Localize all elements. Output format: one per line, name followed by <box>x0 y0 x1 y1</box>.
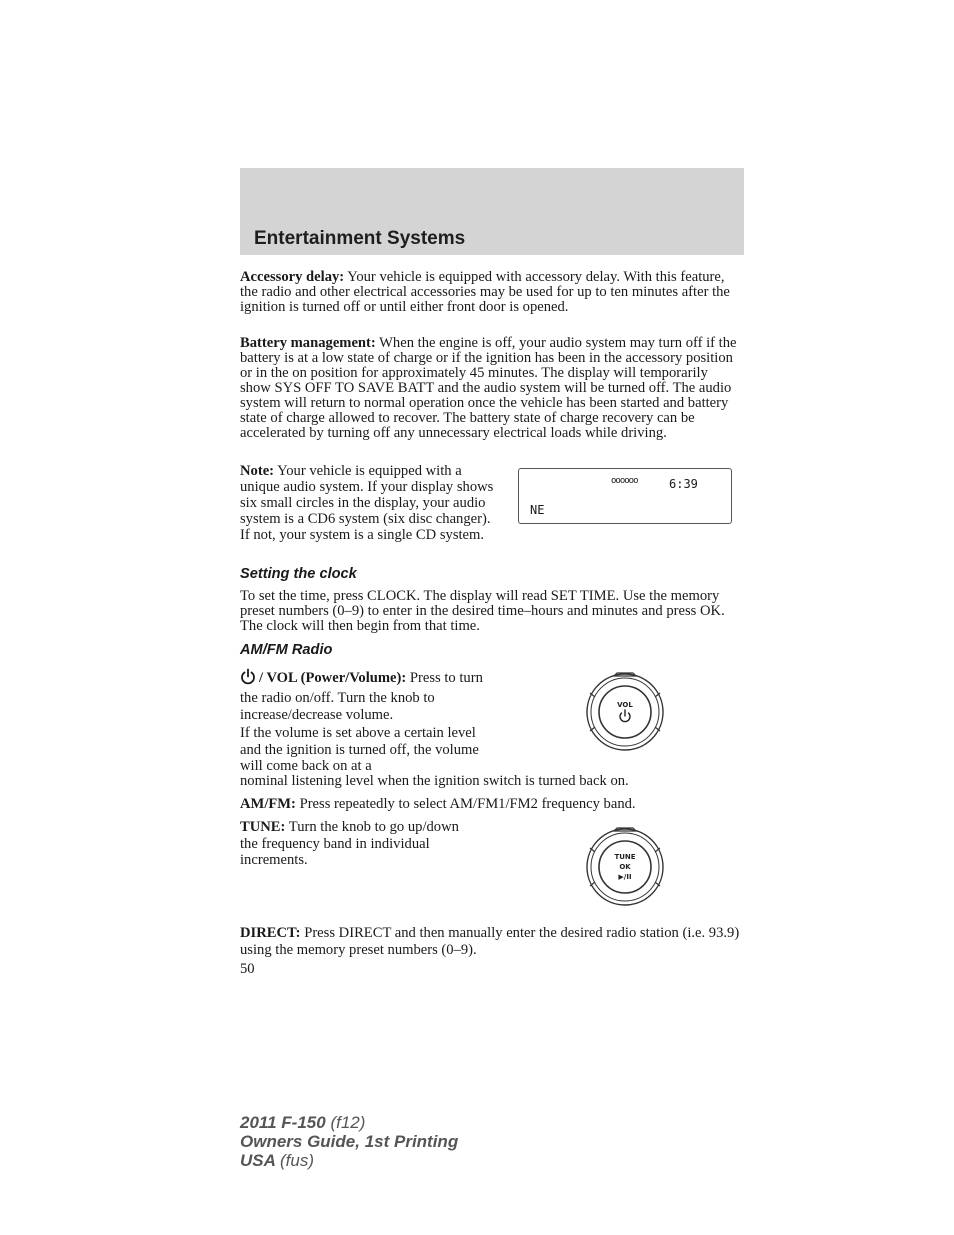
document-footer <box>240 1113 458 1170</box>
tune-paragraph <box>240 819 470 869</box>
amfm-paragraph <box>240 797 740 812</box>
page-number: 50 <box>240 961 255 977</box>
tune-text: Turn the knob to go up/down the frequency band in individual increments. <box>240 819 459 868</box>
setting-clock-paragraph: To set the time, press CLOCK. The display will read SET TIME. Use the memory preset numbers (0–9) to enter in the desired time–hours and minutes and press OK. The clock will then begin from that time. <box>240 588 725 634</box>
amfm-radio-heading: AM/FM Radio <box>240 642 333 658</box>
volume-level-paragraph: If the volume is set above a certain level and the ignition is turned off, the volume will come back on at a <box>240 725 479 774</box>
vol-label: / VOL (Power/Volume): <box>259 670 407 686</box>
amfm-label: AM/FM: <box>240 796 296 812</box>
disc-circles-indicator: oooooo <box>611 476 638 486</box>
amfm-text: Press repeatedly to select AM/FM1/FM2 frequency band. <box>299 796 636 812</box>
battery-management-label: Battery management: <box>240 335 376 351</box>
power-icon <box>240 668 256 690</box>
battery-management-text: When the engine is off, your audio system may turn off if the battery is at a low state of charge or if the ignition has been in the accessory position or in the on position for approximately 45 minutes. The display will temporarily show SYS OFF TO SAVE BATT and the audio system will be turned off. The audio system will return to normal operation once the vehicle has been started and battery state of charge allowed to recover. The battery state of charge recovery can be accelerated by turning off any unnecessary electrical loads while driving. <box>240 335 737 441</box>
volume-level-paragraph-continued: nominal listening level when the ignition switch is turned back on. <box>240 773 629 789</box>
footer-region-line <box>240 1151 458 1170</box>
vol-knob-illustration <box>584 669 666 753</box>
direct-label: DIRECT: <box>240 925 301 941</box>
accessory-delay-text: Your vehicle is equipped with accessory delay. With this feature, the radio and other electrical accessories may be used for up to ten minutes after the ignition is turned off or until either front door is opened. <box>240 269 730 315</box>
battery-management-paragraph <box>240 336 740 441</box>
note-paragraph <box>240 463 498 543</box>
tune-label: TUNE: <box>240 819 286 835</box>
note-text: Your vehicle is equipped with a unique audio system. If your display shows six small circles in the display, your audio system is a CD6 system (six disc changer). If not, your system is a single CD system. <box>240 463 494 543</box>
direct-text: Press DIRECT and then manually enter the desired radio station (i.e. 93.9) using the memory preset numbers (0–9). <box>240 925 740 958</box>
accessory-delay-label: Accessory delay: <box>240 269 345 285</box>
footer-model: 2011 F-150 <box>240 1113 326 1132</box>
display-clock: 6:39 <box>669 477 698 491</box>
tune-knob-label: TUNE <box>614 853 636 861</box>
vol-knob-label: VOL <box>617 701 633 709</box>
vol-text: Press to turn the radio on/off. Turn the knob to increase/decrease volume. <box>240 670 483 723</box>
accessory-delay-paragraph <box>240 270 740 315</box>
radio-display-illustration <box>518 468 732 524</box>
footer-edition-line: Owners Guide, 1st Printing <box>240 1132 459 1151</box>
section-header-band <box>240 168 744 255</box>
display-compass: NE <box>530 503 545 517</box>
footer-model-line <box>240 1113 458 1132</box>
play-pause-knob-label: ▶/II <box>618 873 632 881</box>
setting-clock-heading: Setting the clock <box>240 566 357 582</box>
footer-model-code: (f12) <box>330 1113 366 1132</box>
direct-paragraph <box>240 925 740 958</box>
section-title: Entertainment Systems <box>254 228 466 249</box>
note-label: Note: <box>240 463 275 479</box>
footer-region: USA <box>240 1151 276 1170</box>
vol-paragraph <box>240 668 485 724</box>
ok-knob-label: OK <box>619 863 631 871</box>
footer-region-code: (fus) <box>280 1151 314 1170</box>
tune-knob-illustration <box>584 824 666 908</box>
